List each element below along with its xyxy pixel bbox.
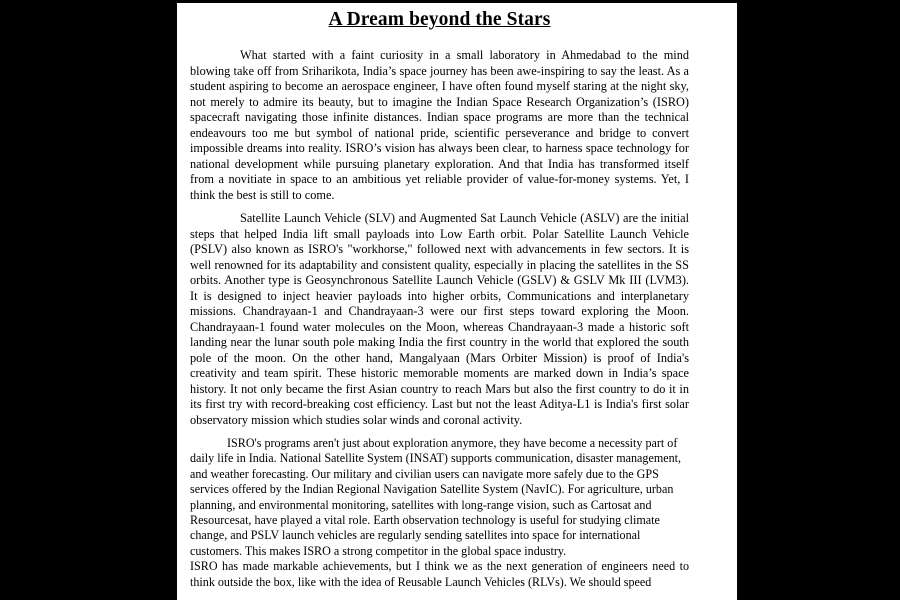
paragraph-launch-vehicles: Satellite Launch Vehicle (SLV) and Augmented Sat Launch Vehicle (ASLV) are the initial steps that helped India lift small payloads into Low Earth orbit. Polar Satellite Launch Vehicle (PSLV) also known as ISRO's "workhorse," followed next with advancements in few sectors. It is well renowned for its adaptability and consistent quality, especially in placing the satellites in the SS orbits. Another type is Geosynchronous Satellite Launch Vehicle (GSLV) & GSLV Mk III (LVM3). It is designed to inject heavier payloads into higher orbits, Communications and interplanetary missions. Chandrayaan-1 and Chandrayaan-3 were our first steps toward exploring the Moon. Chandrayaan-1 found water molecules on the Moon, whereas Chandrayaan-3 made a historic soft landing near the lunar south pole making India the first country in the world that explored the south pole of the moon. On the other hand, Mangalyaan (Mars Orbiter Mission) is proof of India's creativity and team spirit. These historic memorable moments are marked down in India’s space history. It not only became the first Asian country to reach Mars but also the first country to do it in its first try with record-breaking cost efficiency. Last but not the least Aditya-L1 is India's first solar observatory mission which studies solar winds and coronal activity. <box>190 211 689 427</box>
paragraph-daily-life: ISRO's programs aren't just about exploration anymore, they have become a necessity part of daily life in India. National Satellite System (INSAT) supports communication, disaster management, and weather forecasting. Our military and civilian users can navigate more safely due to the GPS services offered by the Indian Regional Navigation Satellite System (NavIC). For agriculture, urban planning, and environmental monitoring, satellites with long-range vision, such as Cartosat and Resourcesat, have played a vital role. Earth observation technology is useful for studying climate change, and PSLV launch vehicles are regularly sending satellites into space for international customers. This makes ISRO a strong competitor in the global space industry. <box>190 436 682 558</box>
document-title: A Dream beyond the Stars <box>328 9 551 30</box>
paragraph-introduction: What started with a faint curiosity in a small laboratory in Ahmedabad to the mind blowing take off from Sriharikota, India’s space journey has been awe-inspiring to say the least. As a student aspiring to become an aerospace engineer, I have often found myself staring at the night sky, not merely to admire its beauty, but to imagine the Indian Space Research Organization’s (ISRO) spacecraft navigating those infinite distances. Indian space programs are more than the technical endeavours too me but symbol of national pride, scientific perseverance and bridge to convert impossible dreams into reality. ISRO’s vision has always been clear, to harness space technology for national development while pursuing planetary exploration. And that India has transformed itself from a novitiate in space to an ambitious yet reliable provider of value-for-money systems. Yet, I think the best is still to come. <box>190 48 689 202</box>
paragraph-future: ISRO has made markable achievements, but I think we as the next generation of engineers need to think outside the box, like with the idea of Reusable Launch Vehicles (RLVs). We should speed <box>190 559 689 589</box>
document-body <box>190 8 689 590</box>
document-page <box>177 3 737 600</box>
